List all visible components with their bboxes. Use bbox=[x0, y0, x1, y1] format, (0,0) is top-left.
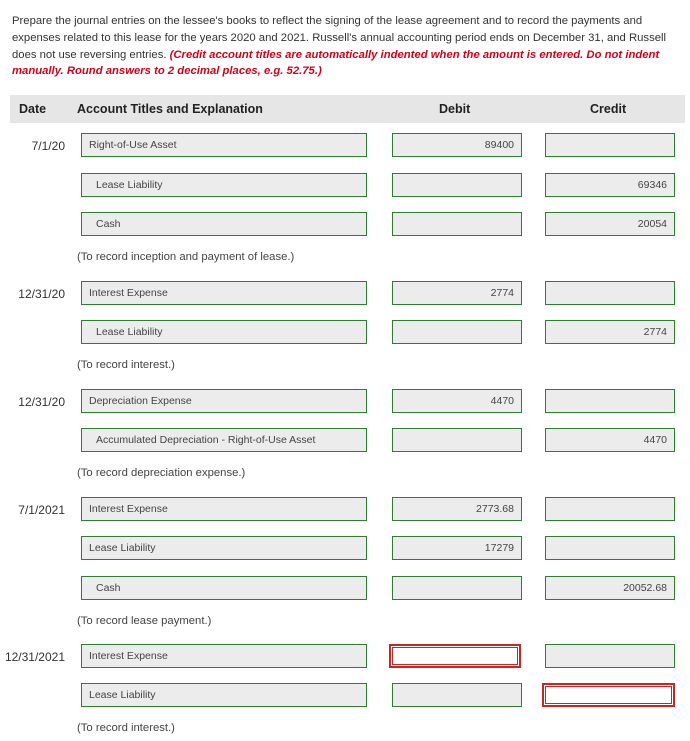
entry-date: 7/1/2021 bbox=[18, 503, 65, 517]
account-field[interactable]: Lease Liability bbox=[81, 320, 367, 344]
instructions-text: Prepare the journal entries on the lessee's books to reflect the signing of the lease agreement and to record the payments and expenses related to this lease for the years 2020 and 2021. Russell's annual accounting period ends on December 31, and Russell does not use reversing entries. bbox=[12, 15, 667, 61]
account-field[interactable]: Interest Expense bbox=[81, 644, 367, 668]
header-credit: Credit bbox=[590, 102, 627, 116]
entry-date: 7/1/20 bbox=[31, 139, 65, 153]
account-field[interactable]: Right-of-Use Asset bbox=[81, 133, 367, 157]
header-date: Date bbox=[19, 102, 47, 116]
entry-date: 12/31/20 bbox=[18, 395, 65, 409]
credit-field[interactable] bbox=[545, 281, 675, 305]
debit-field[interactable]: 4470 bbox=[392, 389, 522, 413]
entry-note: (To record interest.) bbox=[77, 722, 175, 734]
entry-date: 12/31/20 bbox=[18, 287, 65, 301]
credit-field[interactable] bbox=[545, 644, 675, 668]
header-debit: Debit bbox=[439, 102, 471, 116]
entry-date: 12/31/2021 bbox=[4, 650, 65, 664]
debit-field[interactable] bbox=[392, 212, 522, 236]
account-field[interactable]: Lease Liability bbox=[81, 536, 367, 560]
credit-field[interactable] bbox=[542, 683, 675, 707]
debit-field[interactable]: 17279 bbox=[392, 536, 522, 560]
debit-field[interactable] bbox=[392, 428, 522, 452]
debit-field[interactable] bbox=[392, 576, 522, 600]
debit-field[interactable] bbox=[389, 644, 521, 668]
account-field[interactable]: Lease Liability bbox=[81, 173, 367, 197]
account-field[interactable]: Interest Expense bbox=[81, 497, 367, 521]
debit-field[interactable] bbox=[392, 683, 522, 707]
credit-field[interactable] bbox=[545, 497, 675, 521]
entry-note: (To record interest.) bbox=[77, 359, 175, 371]
account-field[interactable]: Depreciation Expense bbox=[81, 389, 367, 413]
instructions-emphasis: (Credit account titles are automatically indented when the amount is entered. Do not indent manually. Round answers to 2 decimal places, e.g. 52.75.) bbox=[12, 48, 660, 78]
table-header bbox=[10, 95, 685, 123]
credit-field[interactable] bbox=[545, 536, 675, 560]
entry-note: (To record lease payment.) bbox=[77, 615, 212, 627]
credit-field[interactable]: 4470 bbox=[545, 428, 675, 452]
account-field[interactable]: Cash bbox=[81, 212, 367, 236]
account-field[interactable]: Accumulated Depreciation - Right-of-Use Asset bbox=[81, 428, 367, 452]
credit-field[interactable]: 2774 bbox=[545, 320, 675, 344]
credit-field[interactable]: 69346 bbox=[545, 173, 675, 197]
account-field[interactable]: Cash bbox=[81, 576, 367, 600]
debit-field[interactable] bbox=[392, 320, 522, 344]
instructions bbox=[12, 13, 684, 80]
credit-field[interactable]: 20054 bbox=[545, 212, 675, 236]
entry-note: (To record inception and payment of lease.) bbox=[77, 251, 295, 263]
debit-field[interactable] bbox=[392, 173, 522, 197]
header-account: Account Titles and Explanation bbox=[77, 102, 263, 116]
account-field[interactable]: Lease Liability bbox=[81, 683, 367, 707]
debit-field[interactable]: 89400 bbox=[392, 133, 522, 157]
credit-field[interactable]: 20052.68 bbox=[545, 576, 675, 600]
debit-field[interactable]: 2773.68 bbox=[392, 497, 522, 521]
debit-field[interactable]: 2774 bbox=[392, 281, 522, 305]
credit-field[interactable] bbox=[545, 389, 675, 413]
credit-field[interactable] bbox=[545, 133, 675, 157]
account-field[interactable]: Interest Expense bbox=[81, 281, 367, 305]
entry-note: (To record depreciation expense.) bbox=[77, 467, 246, 479]
